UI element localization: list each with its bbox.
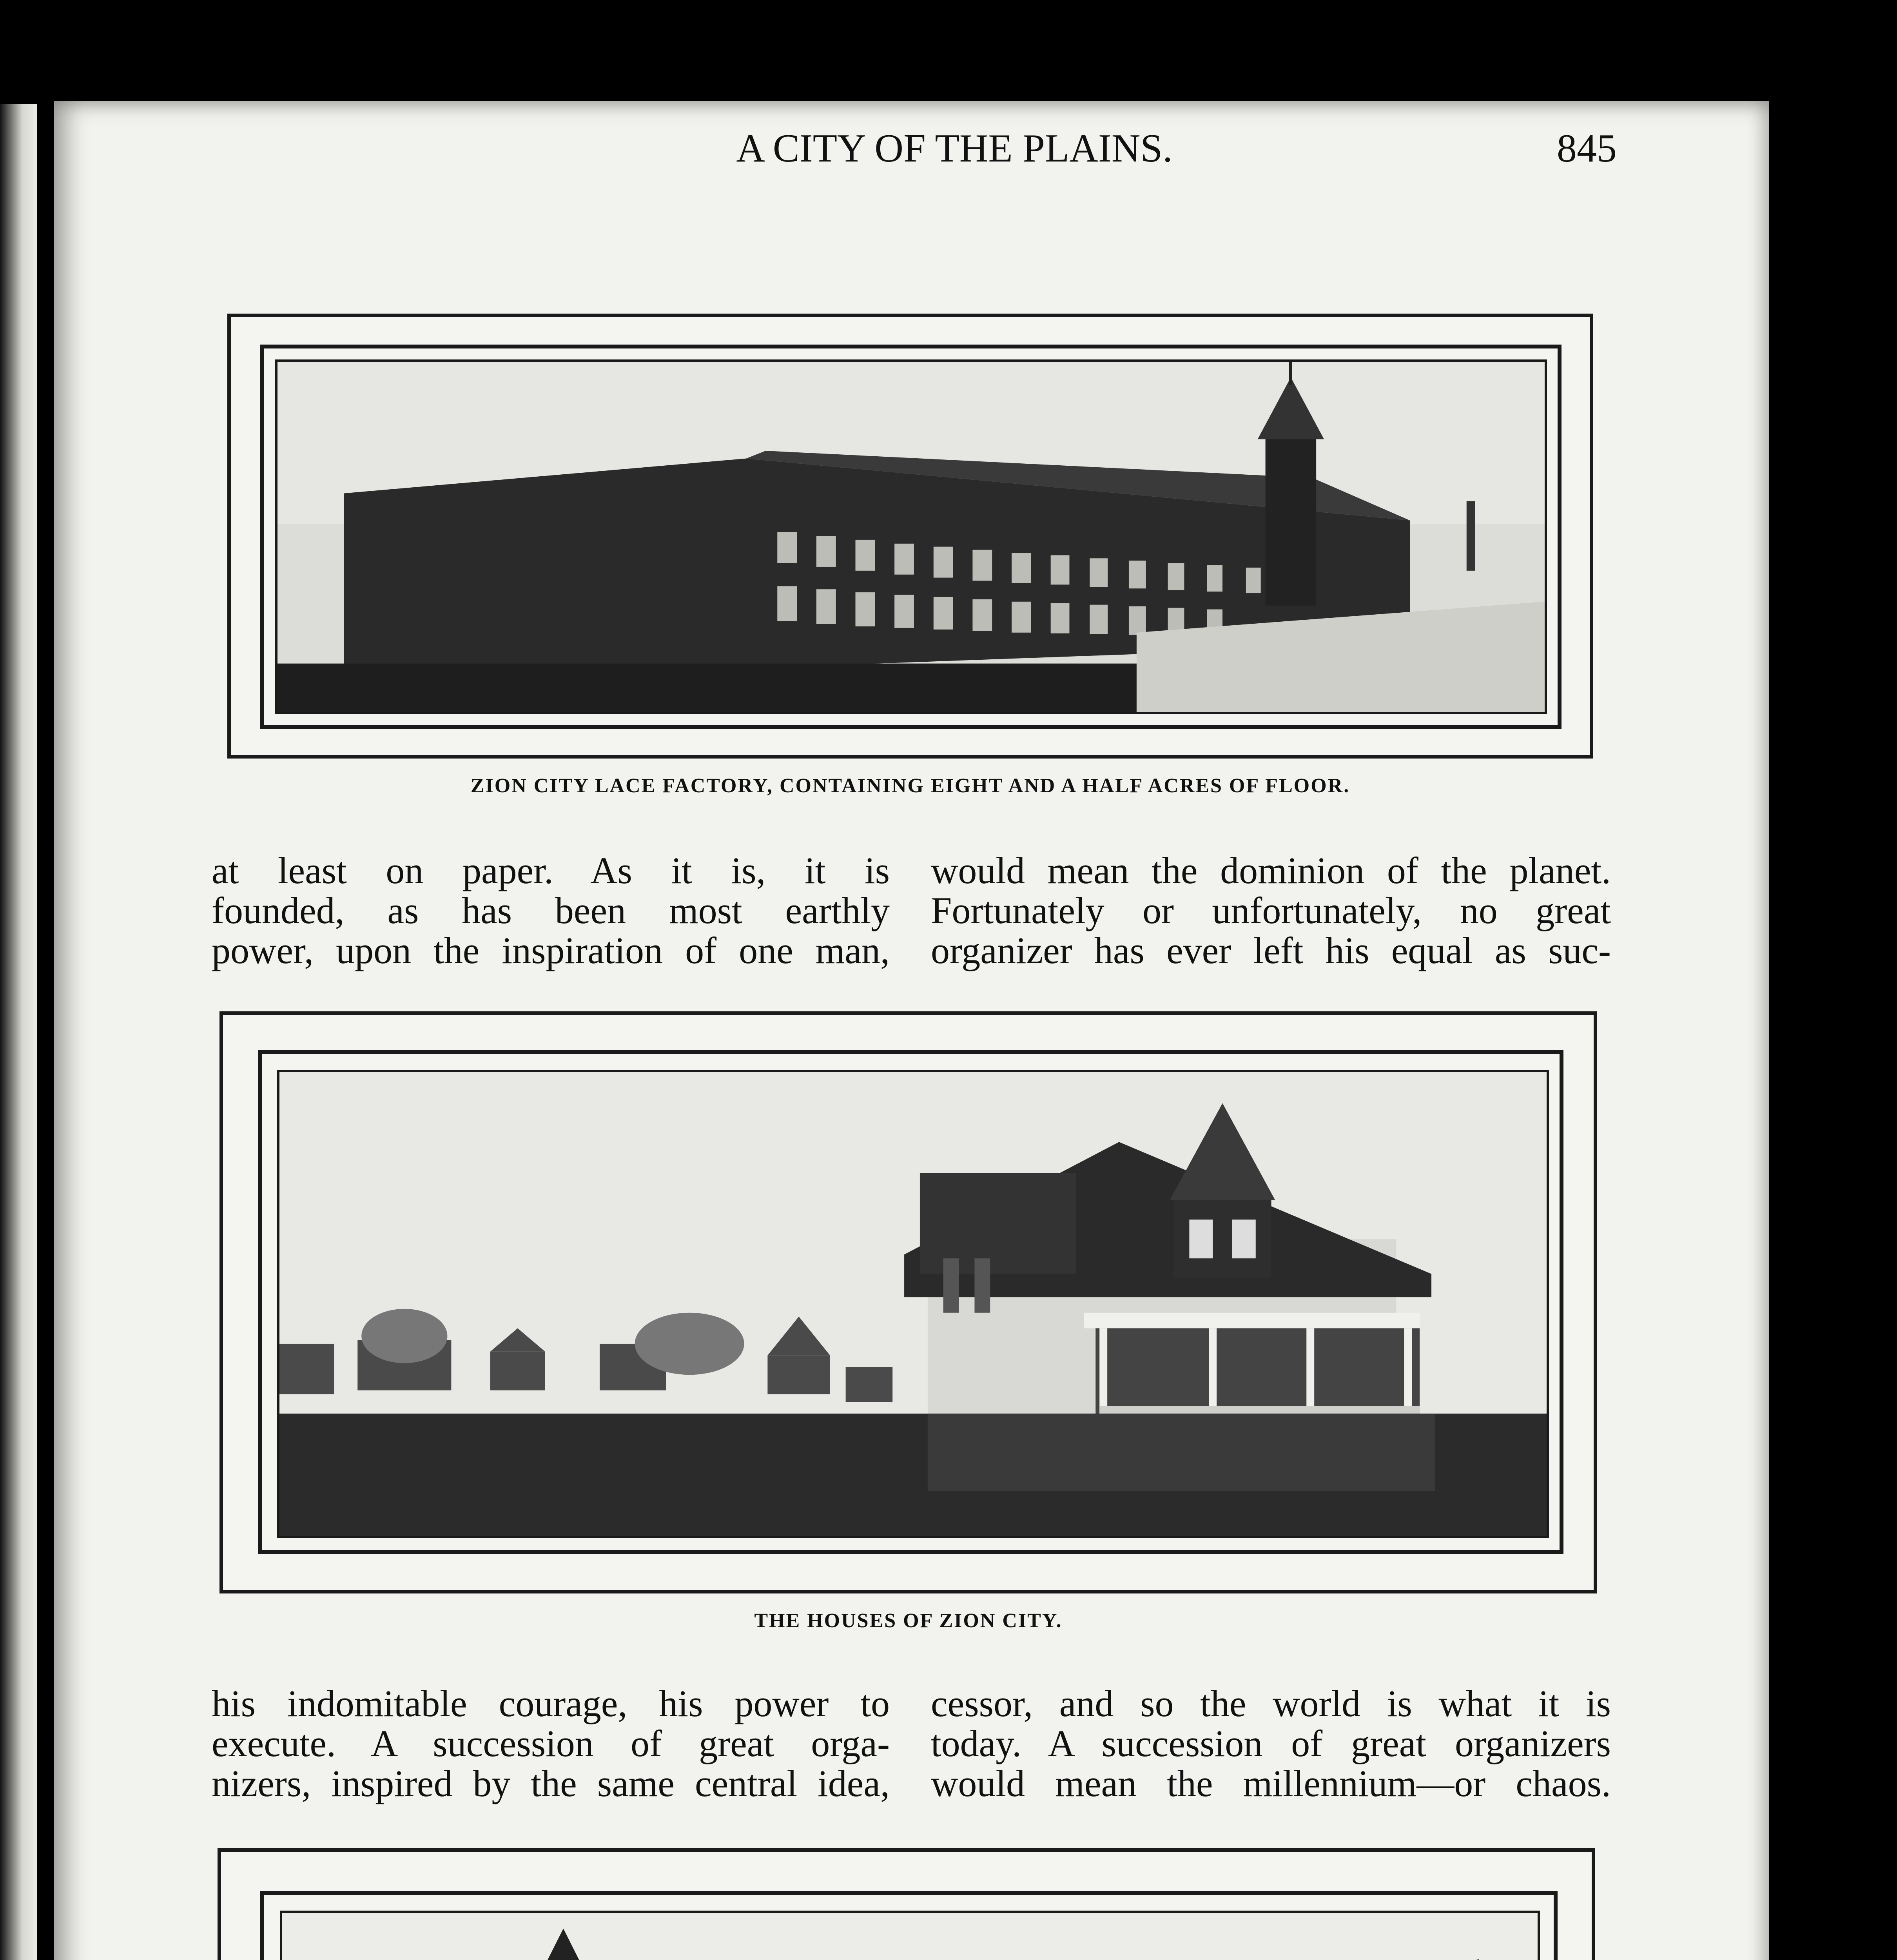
text-line: cessor, and so the world is what it is [931,1682,1611,1724]
text-line: today. A succession of great organizers [931,1722,1611,1764]
text-line: execute. A succession of great orga- [212,1722,890,1764]
dowie-home-photo [282,1913,1538,1960]
caption-houses: THE HOUSES OF ZION CITY. [754,1610,1063,1632]
text-column-left-2 [212,1684,890,1804]
text-line: power, upon the inspiration of one man, [212,929,890,971]
text-line: would mean the dominion of the planet. [931,849,1611,891]
text-column-right-2 [931,1684,1611,1804]
text-line: would mean the millennium—or chaos. [931,1762,1611,1804]
figure-frame-lace-factory [227,314,1593,759]
text-column-left-1 [212,851,890,971]
text-line: organizer has ever left his equal as suc- [931,929,1611,971]
text-line: his indomitable courage, his power to [212,1682,890,1724]
houses-photo [279,1072,1547,1536]
text-line: Fortunately or unfortunately, no great [931,889,1611,931]
figure-frame-houses [219,1011,1597,1593]
text-line: nizers, inspired by the same central idea, [212,1762,890,1804]
caption-lace-factory: ZION CITY LACE FACTORY, CONTAINING EIGHT AND A HALF ACRES OF FLOOR. [470,775,1350,797]
page-number: 845 [1557,126,1617,171]
running-title: A CITY OF THE PLAINS. [736,126,1173,171]
text-line: at least on paper. As it is, it is [212,849,890,891]
text-line: founded, as has been most earthly [212,889,890,931]
text-column-right-1 [931,851,1611,971]
figure-frame-dowie-home [218,1848,1595,1960]
lace-factory-photo [277,362,1545,712]
facing-page-edge [0,104,37,1960]
